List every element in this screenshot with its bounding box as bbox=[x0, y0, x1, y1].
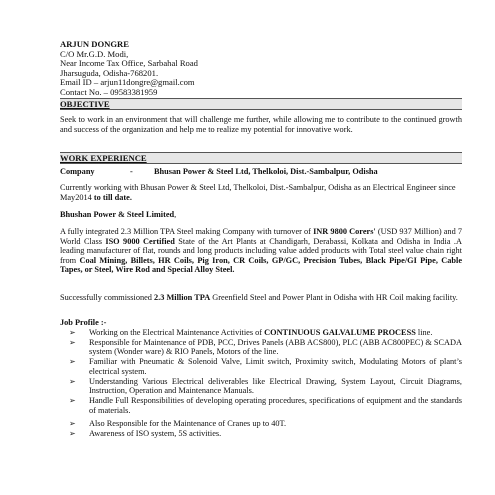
company-dash: - bbox=[130, 167, 133, 176]
current-role-text bbox=[60, 183, 462, 202]
arrow-bullet-icon: ➢ bbox=[69, 327, 76, 337]
list-item-text: Familiar with Pneumatic & Solenoid Valve, Limit switch, Proximity switch, Modulating Motors of plant’s electrical system. bbox=[89, 357, 462, 376]
company-value: Bhusan Power & Steel Ltd, Thelkoloi, Dist.-Sambalpur, Odisha bbox=[154, 167, 378, 176]
company-desc-part-2: (USD 937 Million) and 7 World Class bbox=[60, 227, 462, 246]
arrow-bullet-icon: ➢ bbox=[69, 419, 76, 429]
list-item-text: Understanding Various Electrical deliverables like Electrical Drawing, System Layout, Circuit Diagrams, Instruction, Operation and Maintenance Manuals. bbox=[89, 376, 462, 396]
arrow-bullet-icon: ➢ bbox=[69, 429, 76, 439]
commission-part-2: Greenfield Steel and Power Plant in Odisha with HR Coil making facility. bbox=[210, 293, 458, 302]
address-line-2: Near Income Tax Office, Sarbahal Road bbox=[60, 58, 198, 69]
address-line-3: Jharsuguda, Odisha-768201. bbox=[60, 67, 159, 78]
list-item bbox=[60, 328, 462, 338]
list-item bbox=[60, 419, 462, 429]
company-label: Company bbox=[60, 167, 95, 176]
list-item bbox=[60, 338, 462, 357]
arrow-bullet-icon: ➢ bbox=[69, 396, 76, 406]
contact-header bbox=[60, 40, 462, 98]
arrow-bullet-icon: ➢ bbox=[69, 357, 76, 367]
company-desc-products: Coal Mining, Billets, HR Coils, Pig Iron, CR Coils, GP/GC, Precision Tubes, Black Pipe/GI Pipe, Cable Tapes, or Steel, Wire Rod and Special Alloy Steel. bbox=[60, 255, 462, 275]
contact-line: Contact No. – 09583381959 bbox=[60, 86, 158, 97]
candidate-name: ARJUN DONGRE bbox=[60, 39, 129, 49]
company-desc-iso: ISO 9000 Certified bbox=[105, 236, 175, 246]
company-desc-part-1: A fully integrated 2.3 Million TPA Steel making Company with turnover of bbox=[60, 227, 314, 236]
company-heading-suffix: , bbox=[174, 210, 177, 219]
list-item-text: Also Responsible for the Maintenance of Cranes up to 40T. bbox=[89, 419, 287, 429]
list-item-text: Responsible for Maintenance of PDB, PCC, Drives Panels (ABB ACS800), PLC (ABB AC800PEC) & SCADA system (Wonder ware) & RIO Panels, Motors of the line. bbox=[89, 337, 462, 357]
work-experience-heading: WORK EXPERIENCE bbox=[60, 152, 462, 164]
commission-part-1: Successfully commissioned bbox=[60, 293, 155, 302]
objective-text: Seek to work in an environment that will challenge me further, while allowing me to contribute to the continued growth and success of the organization and help me to realize my potential for innovative work. bbox=[60, 115, 462, 134]
list-item bbox=[60, 429, 462, 439]
arrow-bullet-icon: ➢ bbox=[69, 376, 76, 386]
objective-heading: OBJECTIVE bbox=[60, 98, 462, 110]
list-item-text: Awareness of ISO system, 5S activities. bbox=[89, 429, 222, 439]
job-profile-section bbox=[60, 318, 462, 439]
list-item-tail: line. bbox=[415, 327, 433, 337]
list-item bbox=[60, 357, 462, 376]
job-profile-list bbox=[60, 328, 462, 439]
company-desc-turnover: INR 9800 Corers' bbox=[313, 227, 376, 236]
commission-text bbox=[60, 293, 462, 303]
list-item-text: Handle Full Responsibilities of developing operating procedures, specifications of equipment and the standards of materials. bbox=[89, 396, 462, 415]
job-profile-heading: Job Profile :- bbox=[60, 318, 107, 327]
arrow-bullet-icon: ➢ bbox=[69, 337, 76, 347]
list-item bbox=[60, 377, 462, 396]
commission-capacity: 2.3 Million TPA bbox=[154, 293, 211, 302]
current-role-text-b: to till date. bbox=[93, 192, 132, 202]
company-row bbox=[60, 167, 462, 177]
list-item-bold: CONTINUOUS GALVALUME PROCESS bbox=[264, 327, 416, 337]
list-item-text: Working on the Electrical Maintenance Activities of bbox=[89, 327, 265, 337]
address-line-1: C/O Mr.G.D. Modi, bbox=[60, 48, 129, 59]
company-heading-text: Bhushan Power & Steel Limited bbox=[60, 210, 175, 219]
email-line: Email ID – arjun11dongre@gmail.com bbox=[60, 77, 195, 88]
company-desc-part-3: State of the Art Plants at Chandigarh, Derabassi, Kolkata and Odisha in India .A leading manufacturer of flat, rounds and long products including value added products with Total steel value chain right from bbox=[60, 236, 462, 265]
current-role-text-a: Currently working with Bhusan Power & Steel Ltd, Thelkoloi, Dist.-Sambalpur, Odisha as an Electrical Engineer since May2014 bbox=[60, 183, 456, 202]
company-heading bbox=[60, 210, 462, 220]
company-description bbox=[60, 227, 462, 275]
list-item bbox=[60, 396, 462, 415]
